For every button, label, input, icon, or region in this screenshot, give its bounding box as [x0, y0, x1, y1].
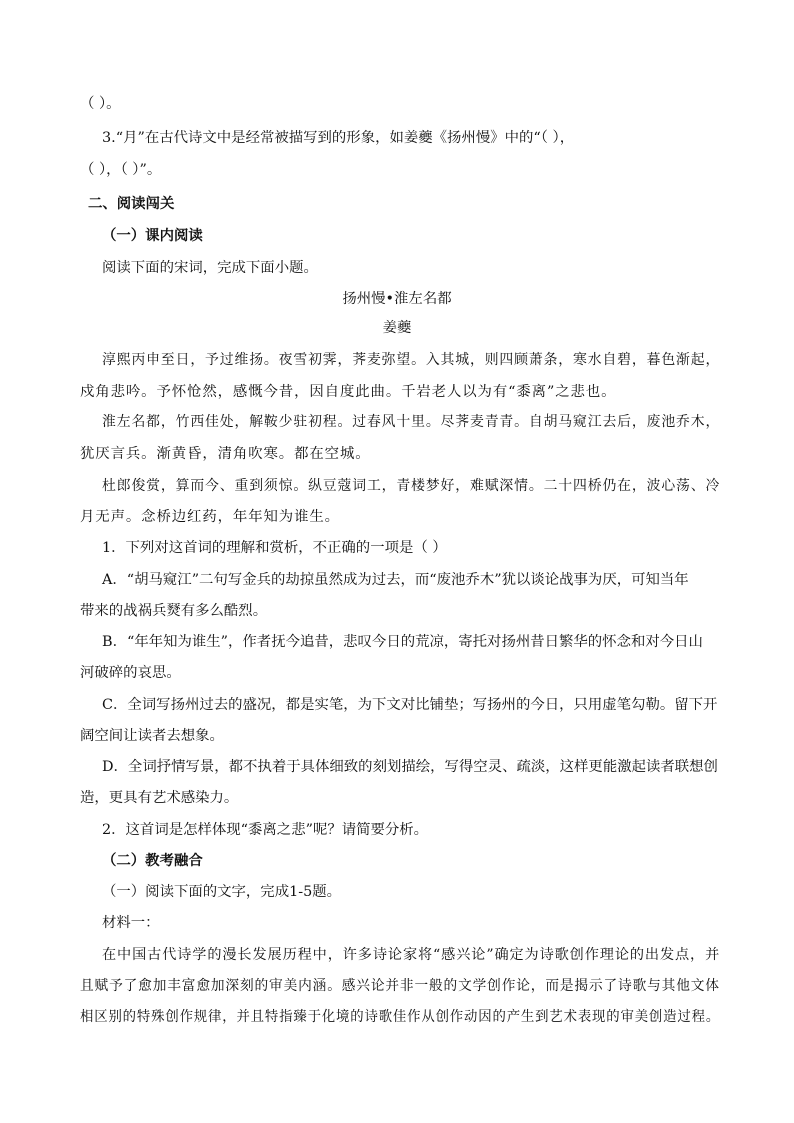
material-paragraph-line-3: 相区别的特殊创作规律，并且特指臻于化境的诗歌佳作从创作动因的产生到艺术表现的审美创造过程。 — [80, 1009, 721, 1025]
poem-title: 扬州慢•淮左名都 — [342, 291, 452, 307]
option-d-line-2: 造，更具有艺术感染力。 — [80, 790, 239, 806]
option-a-line-2: 带来的战祸兵燹有多么酷烈。 — [80, 603, 268, 619]
material-paragraph-line-2: 且赋予了愈加丰富愈加深刻的审美内涵。感兴论并非一般的文学创作论，而是揭示了诗歌与其他文体 — [80, 978, 720, 994]
subsection-heading-exam: （二）教考融合 — [102, 853, 203, 869]
material-paragraph-line-1: 在中国古代诗学的漫长发展历程中，许多诗论家将“感兴论”确定为诗歌创作理论的出发点，并 — [102, 947, 721, 963]
poem-stanza-1-line-1: 淮左名都，竹西佳处，解鞍少驻初程。过春风十里。尽荠麦青青。自胡马窥江去后，废池乔木， — [102, 414, 721, 430]
poem-stanza-2-line-1: 杜郎俊赏，算而今、重到须惊。纵豆蔻词工，青楼梦好，难赋深情。二十四桥仍在，波心荡、冷 — [102, 478, 721, 494]
option-b-line-2: 河破碎的哀思。 — [80, 665, 181, 681]
option-c-line-2: 阔空间让读者去想象。 — [80, 728, 224, 744]
instruction: 阅读下面的宋词，完成下面小题。 — [102, 260, 318, 276]
question-3-blanks: （ ），（ ）”。 — [80, 162, 162, 178]
poem-preface-line-1: 淳熙丙申至日，予过维扬。夜雪初霁，荠麦弥望。入其城，则四顾萧条，寒水自碧，暮色渐起， — [102, 352, 721, 368]
section-heading-reading: 二、阅读闯关 — [88, 196, 175, 212]
question-3: 3.“月”在古代诗文中是经常被描写到的形象，如姜夔《扬州慢》中的“（ ）， — [102, 130, 575, 146]
subsection-heading-in-class: （一）课内阅读 — [102, 228, 203, 244]
poem-stanza-2-line-2: 月无声。念桥边红药，年年知为谁生。 — [80, 509, 340, 525]
poem-stanza-1-line-2: 犹厌言兵。渐黄昏，清角吹寒。都在空城。 — [80, 446, 371, 462]
answer-blank-line: （ ）。 — [80, 96, 121, 112]
instruction-2: （一）阅读下面的文字，完成1-5题。 — [102, 884, 342, 900]
option-b-line-1: B．“年年知为谁生”，作者抚今追昔，悲叹今日的荒凉，寄托对扬州昔日繁华的怀念和对今日山 — [102, 634, 703, 650]
poem-preface-line-2: 戍角悲吟。予怀怆然，感慨今昔，因自度此曲。千岩老人以为有“黍离”之悲也。 — [80, 384, 617, 400]
option-d-line-1: D．全词抒情写景，都不执着于具体细致的刻划描绘，写得空灵、疏淡，这样更能激起读者联想创 — [102, 759, 718, 775]
option-c-line-1: C．全词写扬州过去的盛况，都是实笔，为下文对比铺垫；写扬州的今日，只用虚笔勾勒。留下开 — [102, 697, 718, 713]
poem-author: 姜夔 — [382, 320, 412, 336]
option-a-line-1: A．“胡马窥江”二句写金兵的劫掠虽然成为过去，而“废池乔木”犹以谈论战事为厌，可知当年 — [102, 572, 689, 588]
question-1: 1．下列对这首词的理解和赏析，不正确的一项是（ ） — [102, 540, 447, 556]
question-2: 2．这首词是怎样体现“黍离之悲”呢？请简要分析。 — [102, 822, 429, 838]
material-label: 材料一： — [102, 915, 160, 931]
